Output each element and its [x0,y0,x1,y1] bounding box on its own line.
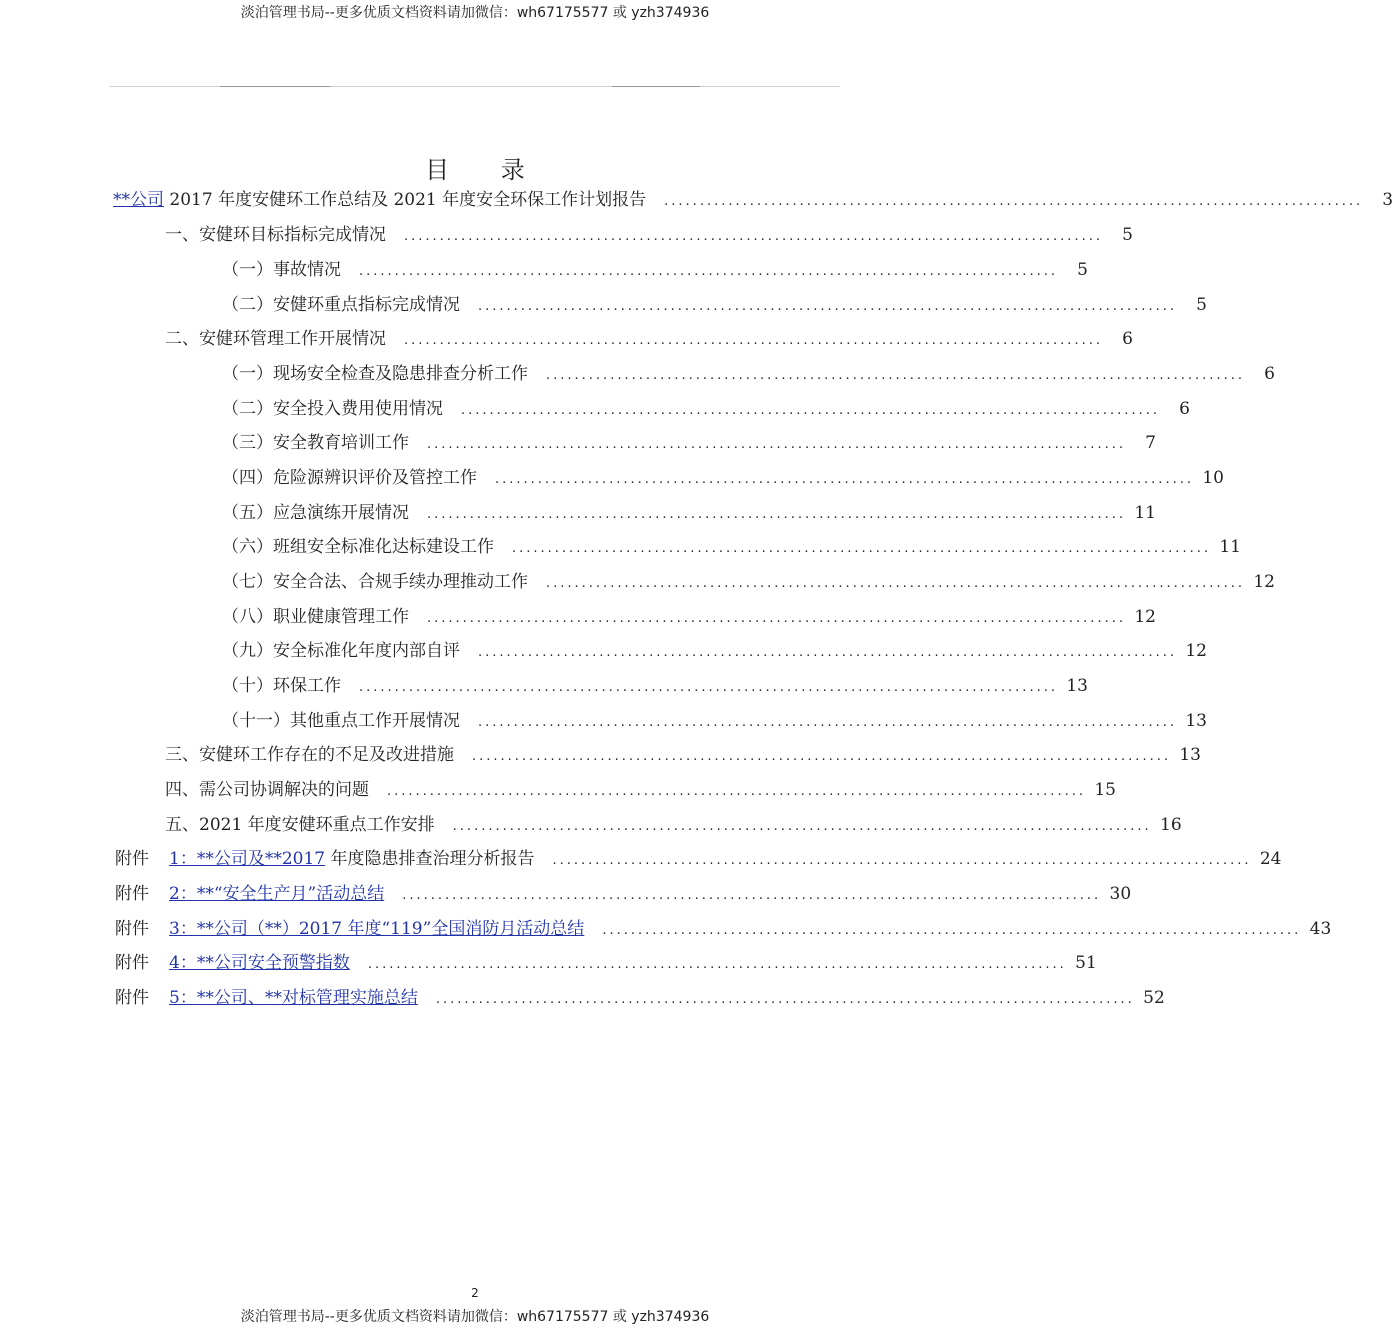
toc-page-number: 12 [1134,607,1156,627]
toc-page-number: 5 [1077,260,1088,280]
toc-entry-text[interactable]: （一）事故情况 [222,260,341,280]
toc-entry-link[interactable]: 4：**公司安全预警指数 [169,953,350,973]
toc-entry-text[interactable]: 四、需公司协调解决的问题 [165,780,369,800]
toc-entry-text[interactable] [115,882,384,906]
toc-page-number: 13 [1185,711,1207,731]
toc-page-number: 13 [1179,745,1201,765]
appendix-prefix: 附件 [115,953,149,973]
toc-row-appendix-4[interactable] [115,951,1097,975]
toc-page-number: 6 [1264,364,1275,384]
toc-page-number: 12 [1253,572,1275,592]
toc-page-number: 15 [1094,780,1116,800]
page-footer-text: 淡泊管理书局--更多优质文档资料请加微信：wh67175577 或 yzh374936 [240,1309,710,1325]
toc-row-2-5[interactable] [222,501,1156,525]
toc-page-number: 12 [1185,641,1207,661]
toc-row-1-2[interactable] [222,293,1207,317]
toc-row-main-report[interactable] [113,188,1393,212]
dot-leader: .................................................................................................. [359,264,1058,279]
toc-page-number: 16 [1160,815,1182,835]
page-number: 2 [471,1286,479,1300]
header-rule-accent-left [220,86,330,87]
toc-row-1-1[interactable] [222,258,1088,282]
dot-leader: .................................................................................................. [367,957,1067,972]
header-rule-accent-right [612,86,700,87]
toc-page-number: 6 [1122,329,1133,349]
dot-leader: .................................................................................................. [387,784,1086,799]
toc-entry-text[interactable] [115,917,584,941]
toc-entry-text[interactable]: （一）现场安全检查及隐患排查分析工作 [222,364,528,384]
toc-entry-text[interactable]: 五、2021 年度安健环重点工作安排 [165,815,435,835]
toc-entry-text[interactable]: （七）安全合法、合规手续办理推动工作 [222,572,528,592]
toc-title: 目 录 [425,156,547,184]
toc-page-number: 24 [1259,849,1282,869]
toc-row-2-8[interactable] [222,605,1156,629]
dot-leader: .................................................................................................. [546,368,1245,383]
toc-page-number: 43 [1309,919,1332,939]
toc-entry-text[interactable]: （三）安全教育培训工作 [222,433,409,453]
toc-entry-link[interactable]: 5：**公司、**对标管理实施总结 [169,988,418,1008]
dot-leader: .................................................................................................. [546,576,1245,591]
toc-entry-text[interactable] [115,951,350,975]
toc-row-section-5[interactable] [165,813,1182,837]
toc-entry-text[interactable]: （五）应急演练开展情况 [222,503,409,523]
toc-row-2-7[interactable] [222,570,1275,594]
appendix-prefix: 附件 [115,919,149,939]
dot-leader: .................................................................................................. [478,715,1177,730]
dot-leader: .................................................................................................. [472,749,1171,764]
dot-leader: .................................................................................................. [478,645,1177,660]
dot-leader: .................................................................................................. [359,680,1058,695]
appendix-prefix: 附件 [115,884,149,904]
toc-page-number: 52 [1143,988,1165,1008]
page-header-text: 淡泊管理书局--更多优质文档资料请加微信：wh67175577 或 yzh374936 [240,5,710,21]
dot-leader: .................................................................................................. [552,853,1252,868]
toc-page-number: 5 [1122,225,1133,245]
dot-leader: .................................................................................................. [664,194,1364,209]
toc-page-number: 11 [1219,537,1241,557]
toc-page-number: 7 [1145,433,1156,453]
toc-row-2-2[interactable] [222,397,1190,421]
toc-page-number: 5 [1196,295,1207,315]
toc-page-number: 11 [1134,503,1156,523]
dot-leader: .................................................................................................. [435,992,1135,1007]
toc-entry-text[interactable]: （二）安健环重点指标完成情况 [222,295,460,315]
toc-row-2-10[interactable] [222,674,1088,698]
dot-leader: .................................................................................................. [402,888,1102,903]
toc-row-2-3[interactable] [222,431,1156,455]
toc-entry-text[interactable]: **公司 2017 年度安健环工作总结及 2021 年度安全环保工作计划报告 [113,190,647,210]
appendix-prefix: 附件 [115,849,149,869]
toc-page-number: 10 [1202,468,1224,488]
dot-leader: .................................................................................................. [404,229,1103,244]
toc-entry-text[interactable]: 一、安健环目标指标完成情况 [165,225,386,245]
dot-leader: .................................................................................................. [478,299,1177,314]
toc-entry-text[interactable]: 附件 1：**公司及**2017 年度隐患排查治理分析报告 [115,849,535,869]
dot-leader: .................................................................................................. [452,819,1152,834]
dot-leader: .................................................................................................. [404,333,1103,348]
toc-page-number: 13 [1066,676,1088,696]
toc-row-appendix-2[interactable] [115,882,1132,906]
toc-row-section-4[interactable] [165,778,1116,802]
toc-entry-text[interactable]: （六）班组安全标准化达标建设工作 [222,537,494,557]
dot-leader: .................................................................................................. [512,541,1211,556]
dot-leader: .................................................................................................. [427,437,1126,452]
toc-entry-text[interactable]: （十一）其他重点工作开展情况 [222,711,460,731]
toc-entry-link[interactable]: **公司 [113,190,164,210]
toc-row-section-1[interactable] [165,223,1133,247]
toc-row-section-2[interactable] [165,327,1133,351]
appendix-prefix: 附件 [115,988,149,1008]
dot-leader: .................................................................................................. [461,403,1160,418]
toc-row-2-9[interactable] [222,639,1207,663]
toc-entry-link[interactable]: 1：**公司及**2017 [169,849,326,869]
dot-leader: .................................................................................................. [427,507,1126,522]
toc-entry-text[interactable]: （四）危险源辨识评价及管控工作 [222,468,477,488]
toc-page-number: 6 [1179,399,1190,419]
dot-leader: .................................................................................................. [427,611,1126,626]
dot-leader: .................................................................................................. [602,923,1302,938]
toc-entry-link[interactable]: 2：**“安全生产月”活动总结 [169,884,385,904]
toc-entry-text[interactable]: （八）职业健康管理工作 [222,607,409,627]
toc-entry-text[interactable]: （二）安全投入费用使用情况 [222,399,443,419]
toc-page-number: 30 [1109,884,1132,904]
toc-entry-text[interactable]: 二、安健环管理工作开展情况 [165,329,386,349]
toc-entry-text[interactable]: （十）环保工作 [222,676,341,696]
toc-page-number: 3 [1382,190,1393,210]
toc-entry-link[interactable]: 3：**公司（**）2017 年度“119”全国消防月活动总结 [169,919,585,939]
toc-row-section-3[interactable] [165,743,1201,767]
toc-row-appendix-1[interactable] [115,847,1282,871]
toc-row-2-6[interactable] [222,535,1241,559]
toc-entry-text[interactable] [115,986,418,1010]
dot-leader: .................................................................................................. [495,472,1194,487]
toc-row-appendix-3[interactable] [115,917,1332,941]
toc-page-number: 51 [1075,953,1097,973]
toc-row-2-4[interactable] [222,466,1224,490]
toc-row-appendix-5[interactable] [115,986,1165,1010]
toc-entry-text[interactable]: 三、安健环工作存在的不足及改进措施 [165,745,454,765]
toc-row-2-11[interactable] [222,709,1207,733]
toc-row-2-1[interactable] [222,362,1275,386]
toc-entry-text[interactable]: （九）安全标准化年度内部自评 [222,641,460,661]
